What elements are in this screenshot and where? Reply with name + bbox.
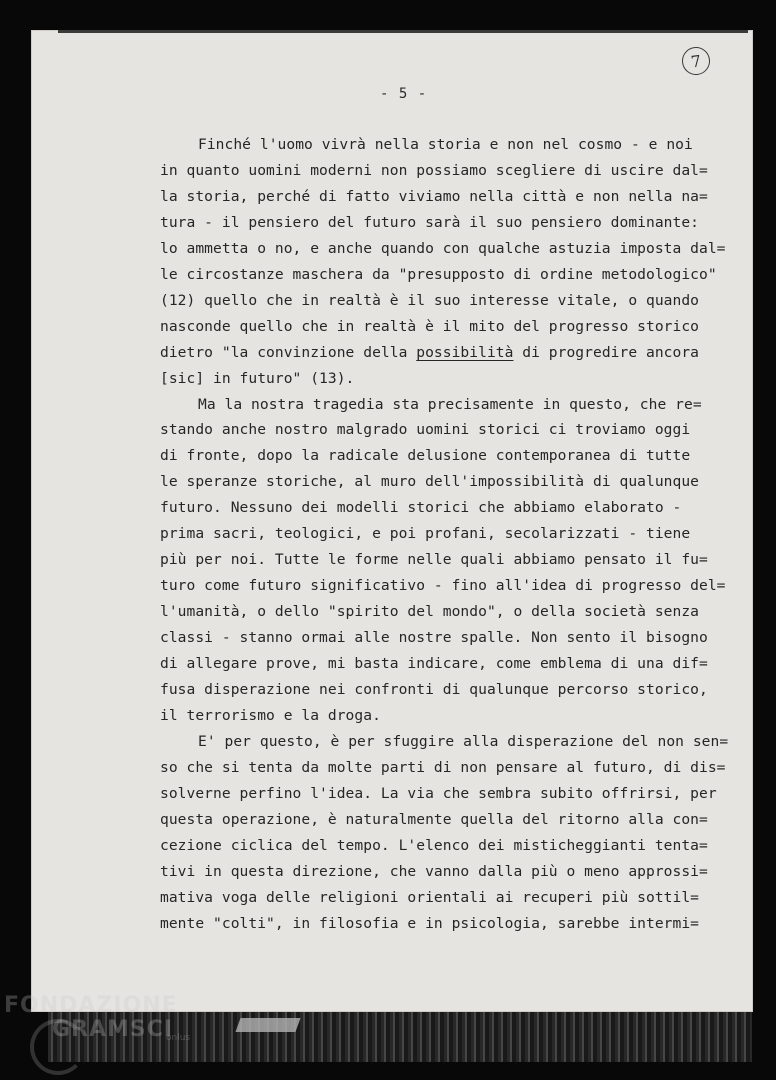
text-line: mativa voga delle religioni orientali ai recuperi più sottil=	[160, 888, 700, 906]
page-number: - 5 -	[380, 86, 428, 102]
text-line: più per noi. Tutte le forme nelle quali abbiamo pensato il fu=	[160, 551, 708, 569]
text-line: questa operazione, è naturalmente quella del ritorno alla con=	[160, 810, 708, 828]
scan-bottom-strip	[48, 1012, 752, 1062]
text-line: turo come futuro significativo - fino all'idea di progresso del=	[160, 577, 726, 595]
text-line: le speranze storiche, al muro dell'impossibilità di qualunque	[160, 473, 700, 491]
text-line: di allegare prove, mi basta indicare, come emblema di una dif=	[160, 655, 708, 672]
underlined-word: possibilità	[416, 343, 514, 361]
watermark-line-1: FONDAZIONE	[4, 993, 178, 1018]
watermark-line-3: onlus	[166, 1033, 191, 1043]
text-line: prima sacri, teologici, e poi profani, secolarizzati - tiene	[160, 525, 691, 543]
text-line: le circostanze maschera da "presupposto di ordine metodologico"	[160, 265, 717, 283]
text-line: lo ammetta o no, e anche quando con qualche astuzia imposta dal=	[160, 239, 726, 257]
text-line: in quanto uomini moderni non possiamo scegliere di uscire dal=	[160, 161, 708, 179]
circled-page-stamp: 7	[680, 45, 712, 77]
text-line: solverne perfino l'idea. La via che sembra subito offrirsi, per	[160, 784, 717, 802]
text-line: l'umanità, o dello "spirito del mondo", o della società senza	[160, 603, 700, 621]
text-line: E' per questo, è per sfuggire alla disperazione del non sen=	[198, 732, 729, 750]
text-line: di fronte, dopo la radicale delusione contemporanea di tutte	[160, 447, 691, 465]
text-line: cezione ciclica del tempo. L'elenco dei misticheggianti tenta=	[160, 836, 708, 854]
text-line: Finché l'uomo vivrà nella storia e non nel cosmo - e noi	[198, 136, 693, 153]
text-line: mente "colti", in filosofia e in psicologia, sarebbe intermi=	[160, 914, 700, 932]
text-line: futuro. Nessuno dei modelli storici che abbiamo elaborato -	[160, 499, 682, 517]
text-line: fusa disperazione nei confronti di qualunque percorso storico,	[160, 680, 708, 698]
text-line: classi - stanno ormai alle nostre spalle. Non sento il bisogno	[160, 629, 708, 646]
text-line	[160, 344, 740, 362]
text-line-segment: di progredire ancora	[513, 343, 700, 361]
text-line: nasconde quello che in realtà è il mito del progresso storico	[160, 317, 700, 335]
text-line: so che si tenta da molte parti di non pensare al futuro, di dis=	[160, 758, 726, 776]
text-line: la storia, perché di fatto viviamo nella città e non nella na=	[160, 187, 708, 205]
text-line: [sic] in futuro" (13).	[160, 369, 355, 387]
text-line: (12) quello che in realtà è il suo interesse vitale, o quando	[160, 291, 700, 309]
text-line: il terrorismo e la droga.	[160, 706, 381, 724]
text-line: stando anche nostro malgrado uomini storici ci troviamo oggi	[160, 421, 691, 439]
text-line-segment: dietro "la convinzione della	[160, 343, 417, 361]
text-line: Ma la nostra tragedia sta precisamente in questo, che re=	[198, 395, 702, 413]
text-line: tivi in questa direzione, che vanno dalla più o meno approssi=	[160, 862, 708, 880]
text-line: tura - il pensiero del futuro sarà il suo pensiero dominante:	[160, 213, 700, 231]
watermark-line-2: GRAMSCI	[52, 1017, 174, 1042]
